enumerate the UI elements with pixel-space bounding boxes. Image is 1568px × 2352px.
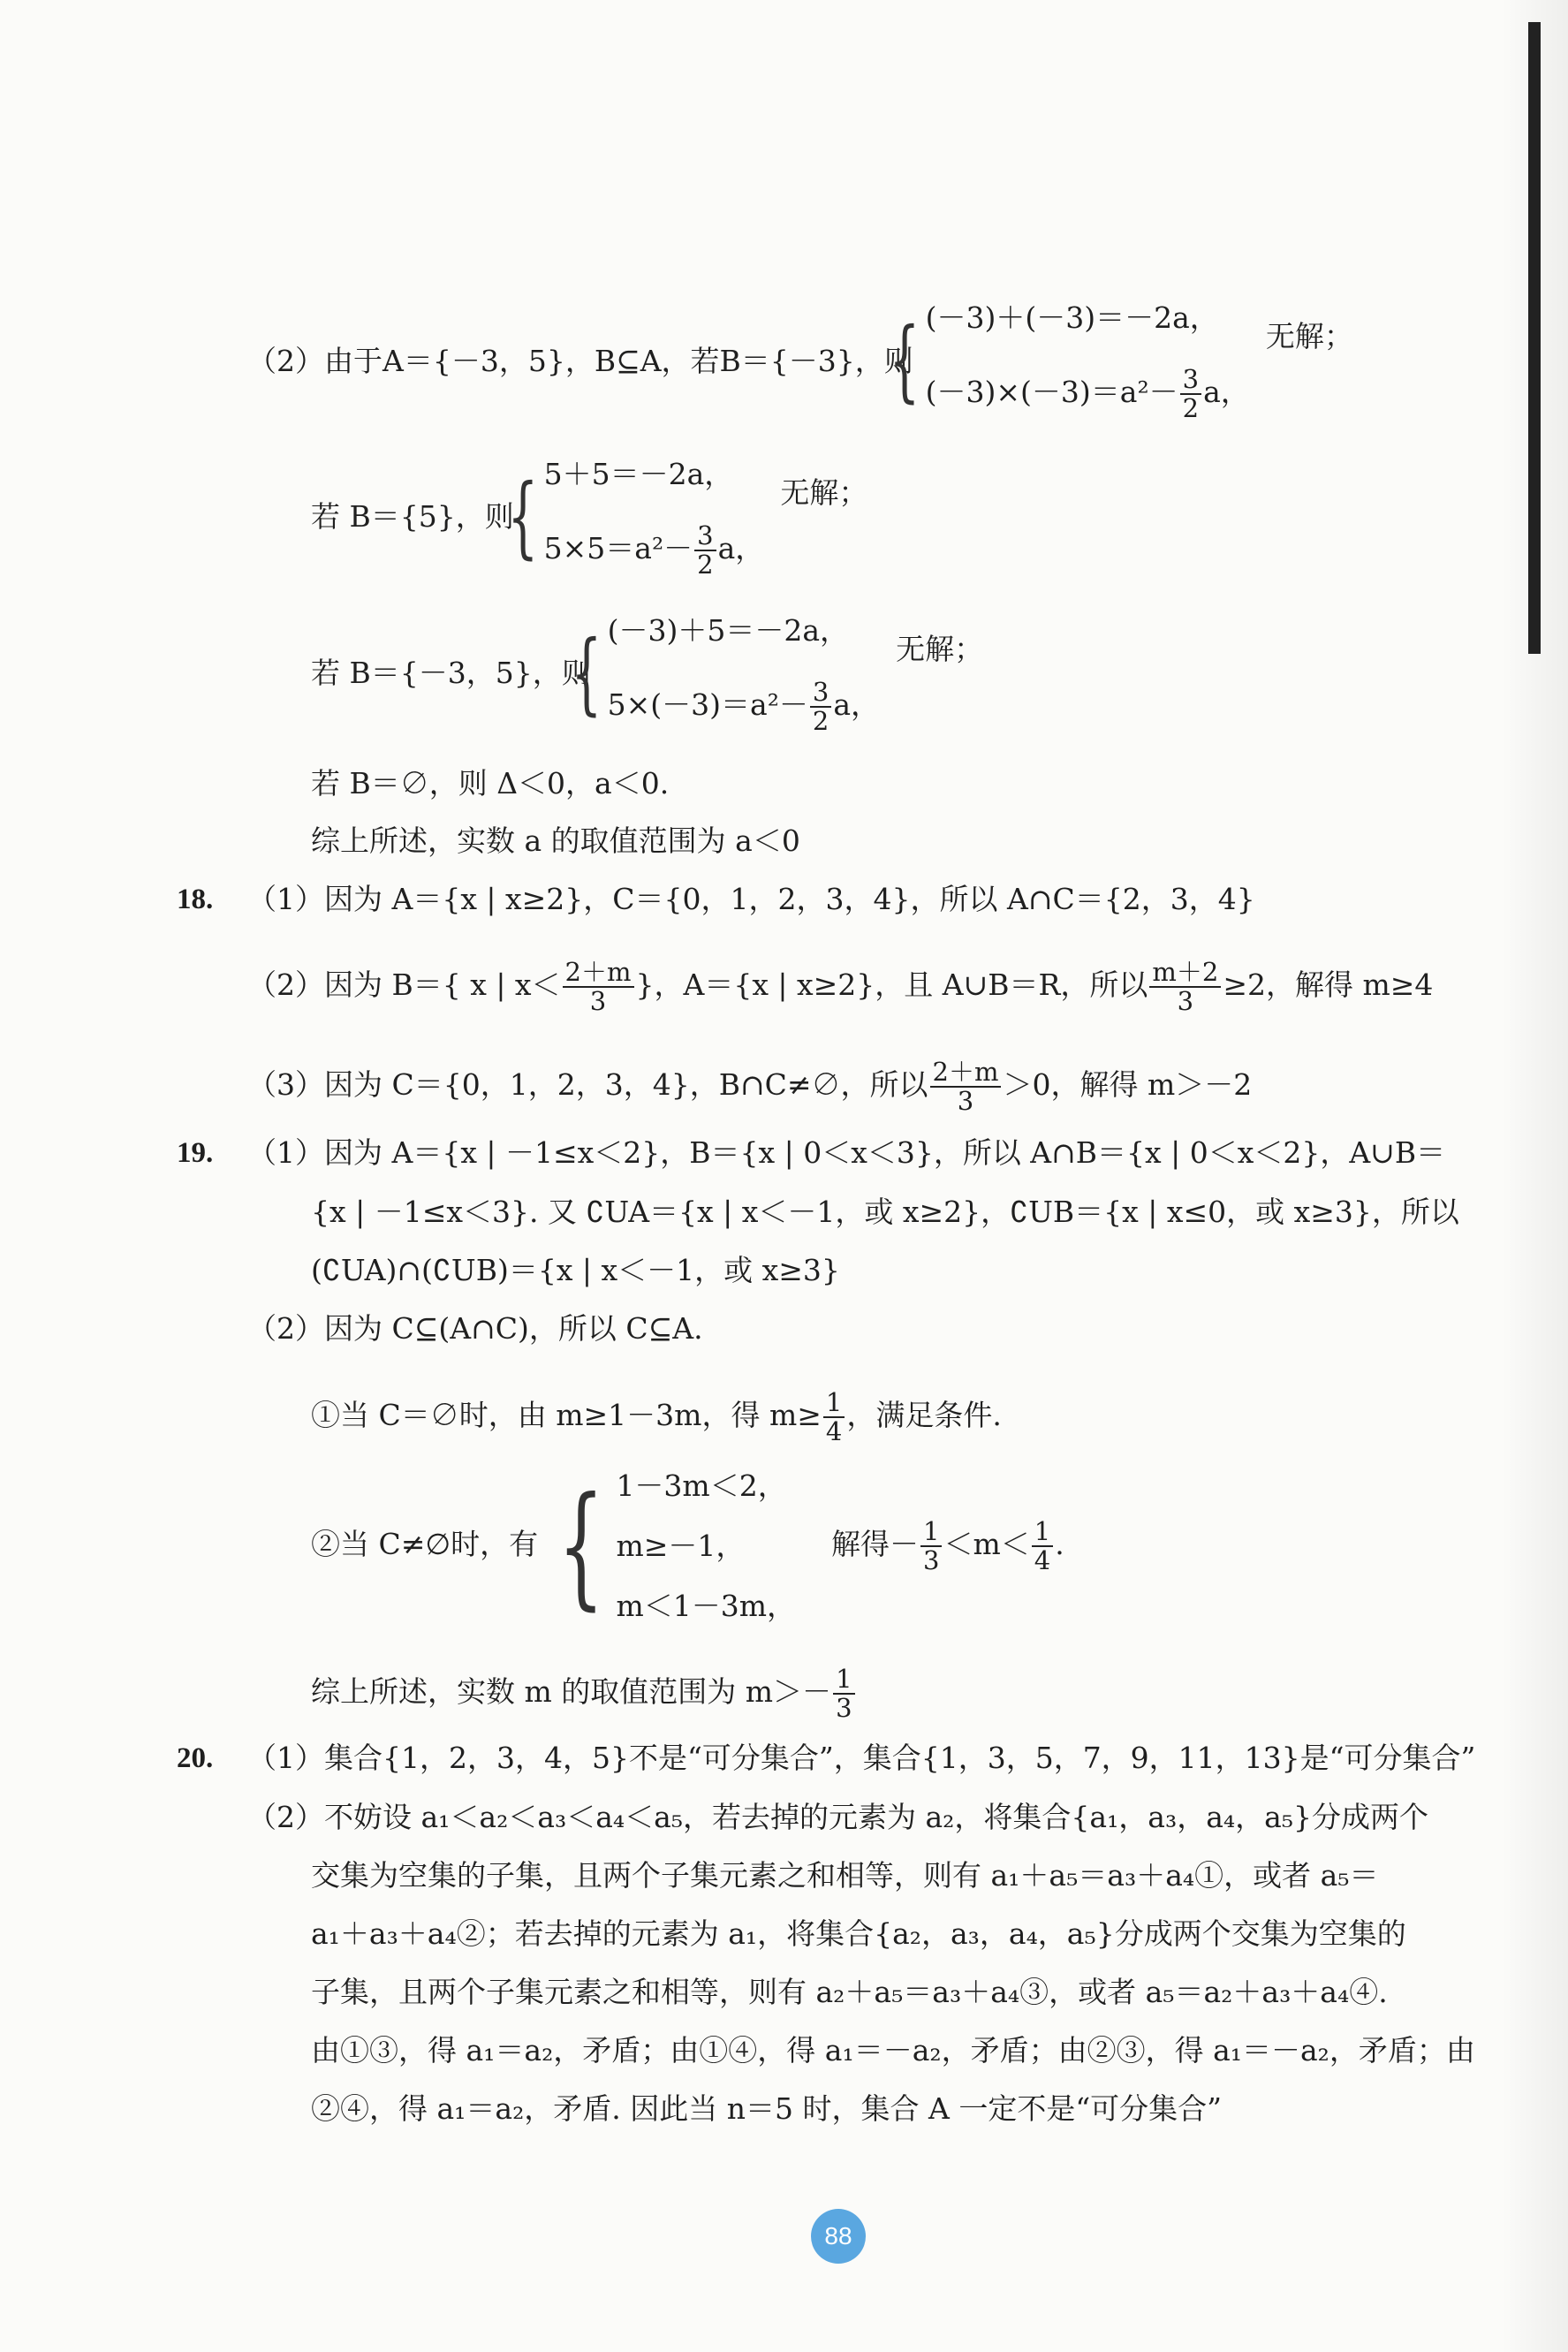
q20-part2-line6: ②④，得 a₁＝a₂，矛盾. 因此当 n＝5 时，集合 A 一定不是“可分集合”	[311, 2091, 1223, 2126]
q19-case2-lead: ②当 C≠∅时，有	[311, 1527, 539, 1561]
q19-case2-result: 解得－ $\frac{1}{3}$ ＜m＜ $\frac{1}{4}$ .	[831, 1516, 1064, 1575]
p17-part2-system	[883, 294, 1353, 427]
q19-part1-line2: {x | －1≤x＜3}. 又 ∁UA＝{x | x＜－1，或 x≥2}，∁UB＝{x | x≤0，或 x≥3}，所以	[311, 1195, 1459, 1229]
q19-case1: ①当 C＝∅时，由 m≥1－3m，得 m≥ $\frac{1}{4}$ ，满足条件.	[311, 1387, 1002, 1446]
q20-part2-line3: a₁＋a₃＋a₄②；若去掉的元素为 a₁，将集合{a₂，a₃，a₄，a₅}分成两个交集为空集的	[311, 1916, 1406, 1951]
system-row: (－3)＋5＝－2a，	[607, 613, 850, 648]
system-row: m＜1－3m，	[616, 1589, 797, 1623]
system-row: (－3)＋(－3)＝－2a，	[925, 300, 1219, 335]
q19-part2: （2）因为 C⊆(A∩C)，所以 C⊆A.	[247, 1311, 703, 1346]
p17-case-b5: 若 B＝{5}，则	[311, 499, 514, 534]
page-number-badge: 88	[811, 2209, 866, 2264]
q20-part2-line4: 子集，且两个子集元素之和相等，则有 a₂＋a₅＝a₃＋a₄③，或者 a₅＝a₂＋a₃＋a₄④.	[311, 1975, 1388, 2009]
system-row: 1－3m＜2，	[616, 1468, 787, 1503]
p17-summary: 综上所述，实数 a 的取值范围为 a＜0	[311, 823, 800, 858]
question-number: 20.	[177, 1742, 214, 1774]
q20-part2-line1: （2）不妨设 a₁＜a₂＜a₃＜a₄＜a₅，若去掉的元素为 a₂，将集合{a₁，a₃，a₄，a₅}分成两个	[247, 1800, 1428, 1834]
p17-case-b35-system	[565, 607, 983, 740]
system-row: 5＋5＝－2a，	[543, 457, 734, 491]
system-row: m≥－1，	[616, 1529, 746, 1563]
system-row: 5×(－3)＝a²－ $\frac{3}{2}$ a，	[607, 677, 881, 736]
q20-part1: （1）集合{1，2，3，4，5}不是“可分集合”，集合{1，3，5，7，9，11，13}是“可分集合”	[247, 1741, 1476, 1775]
p17-case-b35: 若 B＝{－3，5}，则	[311, 656, 591, 690]
no-solution-text: 无解；	[780, 474, 868, 510]
page-edge-bar	[1528, 22, 1541, 654]
q18-part1: （1）因为 A＝{x | x≥2}，C＝{0，1，2，3，4}，所以 A∩C＝{2，3，4}	[247, 882, 1255, 916]
p17-case-empty: 若 B＝∅，则 Δ＜0，a＜0.	[311, 766, 670, 800]
q19-part1-line3: (∁UA)∩(∁UB)＝{x | x＜－1，或 x≥3}	[311, 1253, 840, 1287]
left-brace-icon: {	[557, 1469, 604, 1623]
p17-part2-given: （2）由于A＝{－3，5}，B⊆A，若B＝{－3}，则	[247, 344, 913, 378]
question-number: 19.	[177, 1137, 214, 1169]
no-solution-text: 无解；	[1265, 318, 1353, 353]
q19-case2-system	[546, 1462, 1064, 1630]
no-solution-text: 无解；	[896, 631, 984, 666]
left-brace-icon: {	[571, 621, 602, 725]
q20-part2-line2: 交集为空集的子集，且两个子集元素之和相等，则有 a₁＋a₅＝a₃＋a₄①，或者 a₅＝	[311, 1858, 1379, 1893]
system-row: (－3)×(－3)＝a²－ $\frac{3}{2}$ a，	[925, 364, 1250, 423]
q18-part2: （2）因为 B＝{ x | x＜ $\frac{2+m}{3}$ }，A＝{x | x≥2}，且 A∪B＝R，所以 $\frac{m+2}{3}$ ≥2，解得 m≥4	[247, 957, 1434, 1016]
question-number: 18.	[177, 884, 214, 915]
q18-part3: （3）因为 C＝{0，1，2，3，4}，B∩C≠∅，所以 $\frac{2+m}{3}$ ＞0，解得 m＞－2	[247, 1057, 1253, 1116]
left-brace-icon: {	[507, 465, 539, 568]
q20-part2-line5: 由①③，得 a₁＝a₂，矛盾；由①④，得 a₁＝－a₂，矛盾；由②③，得 a₁＝－a₂，矛盾；由	[311, 2033, 1475, 2067]
q19-summary: 综上所述，实数 m 的取值范围为 m＞－ $\frac{1}{3}$	[311, 1665, 857, 1722]
p17-case-b5-system	[502, 451, 867, 583]
q19-part1-line1: （1）因为 A＝{x | －1≤x＜2}，B＝{x | 0＜x＜3}，所以 A∩B＝{x | 0＜x＜2}，A∪B＝	[247, 1135, 1446, 1170]
system-row: 5×5＝a²－ $\frac{3}{2}$ a，	[543, 520, 765, 580]
left-brace-icon: {	[889, 308, 920, 412]
